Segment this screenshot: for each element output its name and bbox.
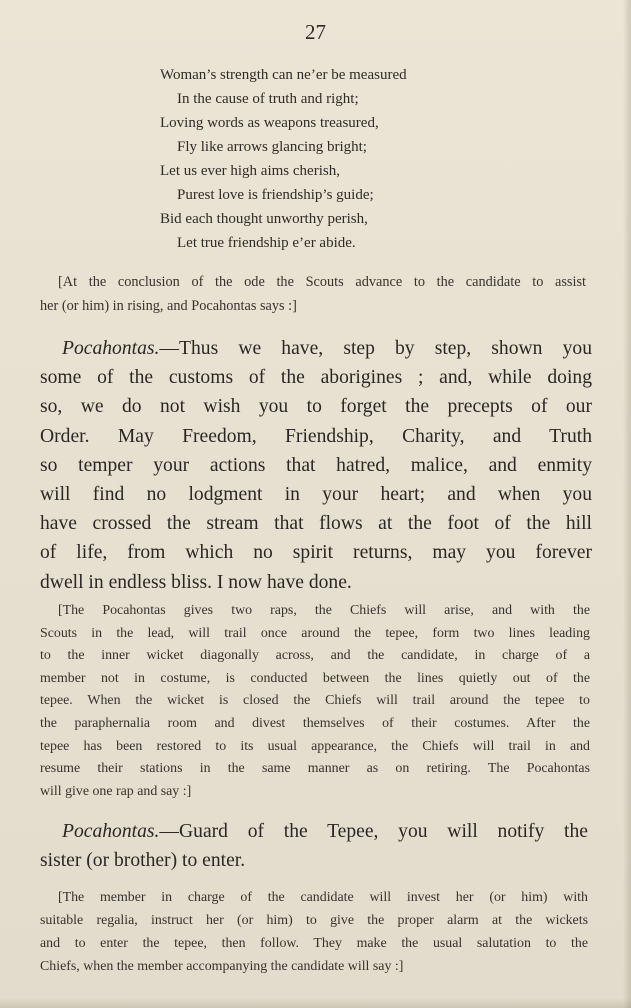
note-line: member not in costume, is conducted between the lines quietly out of the [40, 670, 590, 686]
speech-line: dwell in endless bliss. I now have done. [40, 571, 352, 593]
note-line: [The Pocahontas gives two raps, the Chiefs will arise, and with the [58, 603, 590, 618]
poem-line: Let us ever high aims cherish, [160, 163, 340, 179]
speech-line: will find no lodgment in your heart; and when you [40, 484, 592, 506]
note-line: and to enter the tepee, then follow. They make the usual salutation to the [40, 936, 588, 951]
note-line: [The member in charge of the candidate will invest her (or him) with [58, 890, 588, 905]
speech-line: some of the customs of the aborigines ; and, while doing [40, 367, 592, 389]
stage-direction-2 [40, 600, 590, 803]
note-line: [At the conclusion of the ode the Scouts advance to the candidate to assist [58, 274, 586, 290]
poem-line: Bid each thought unworthy perish, [160, 211, 368, 227]
note-line: Chiefs, when the member accompanying the candidate will say :] [40, 959, 404, 974]
note-line: Scouts in the lead, will trail once around the tepee, form two lines leading [40, 625, 590, 641]
speaker-name: Pocahontas. [62, 821, 160, 842]
page-bottom-shadow [0, 998, 631, 1008]
speech-text: —Guard of the Tepee, you will notify the [159, 821, 588, 842]
speech-pocahontas-2 [40, 817, 588, 875]
speech-line: of life, from which no spirit returns, may you forever [40, 542, 592, 564]
poem-line: Let true friendship e’er abide. [177, 235, 356, 251]
poem-line: Purest love is friendship’s guide; [177, 187, 374, 203]
poem-line: Woman’s strength can ne’er be measured [160, 67, 407, 83]
speech-pocahontas-1 [40, 334, 592, 597]
speech-text: —Thus we have, step by step, shown you [159, 338, 592, 359]
speech-line: so, we do not wish you to forget the precepts of our [40, 396, 592, 418]
page-number: 27 [305, 20, 326, 44]
speech-line: sister (or brother) to enter. [40, 850, 246, 872]
note-line: to the inner wicket diagonally across, and the candidate, in charge of a [40, 648, 590, 664]
speech-line: so temper your actions that hatred, malice, and enmity [40, 454, 592, 476]
page-edge-shadow [623, 0, 631, 1008]
speech-line: have crossed the stream that flows at the foot of the hill [40, 513, 592, 535]
note-line: suitable regalia, instruct her (or him) to give the proper alarm at the wickets [40, 913, 588, 928]
note-line: resume their stations in the same manner as on retiring. The Pocahontas [40, 761, 590, 777]
poem-line: In the cause of truth and right; [177, 91, 359, 107]
note-line: will give one rap and say :] [40, 783, 192, 799]
stage-direction-3 [40, 886, 588, 978]
poem-line: Fly like arrows glancing bright; [177, 139, 367, 155]
note-line: tepee. When the wicket is closed the Chiefs will trail around the tepee to [40, 693, 590, 709]
speaker-name: Pocahontas. [62, 338, 160, 359]
stage-direction-1 [40, 270, 586, 318]
speech-first-line [40, 817, 588, 846]
note-line: the paraphernalia room and divest themselves of their costumes. After the [40, 715, 590, 731]
speech-first-line [40, 334, 592, 363]
note-line: tepee has been restored to its usual appearance, the Chiefs will trail in and [40, 738, 590, 754]
poem-line: Loving words as weapons treasured, [160, 115, 379, 131]
note-line: her (or him) in rising, and Pocahontas says :] [40, 298, 297, 314]
speech-line: Order. May Freedom, Friendship, Charity, and Truth [40, 425, 592, 447]
